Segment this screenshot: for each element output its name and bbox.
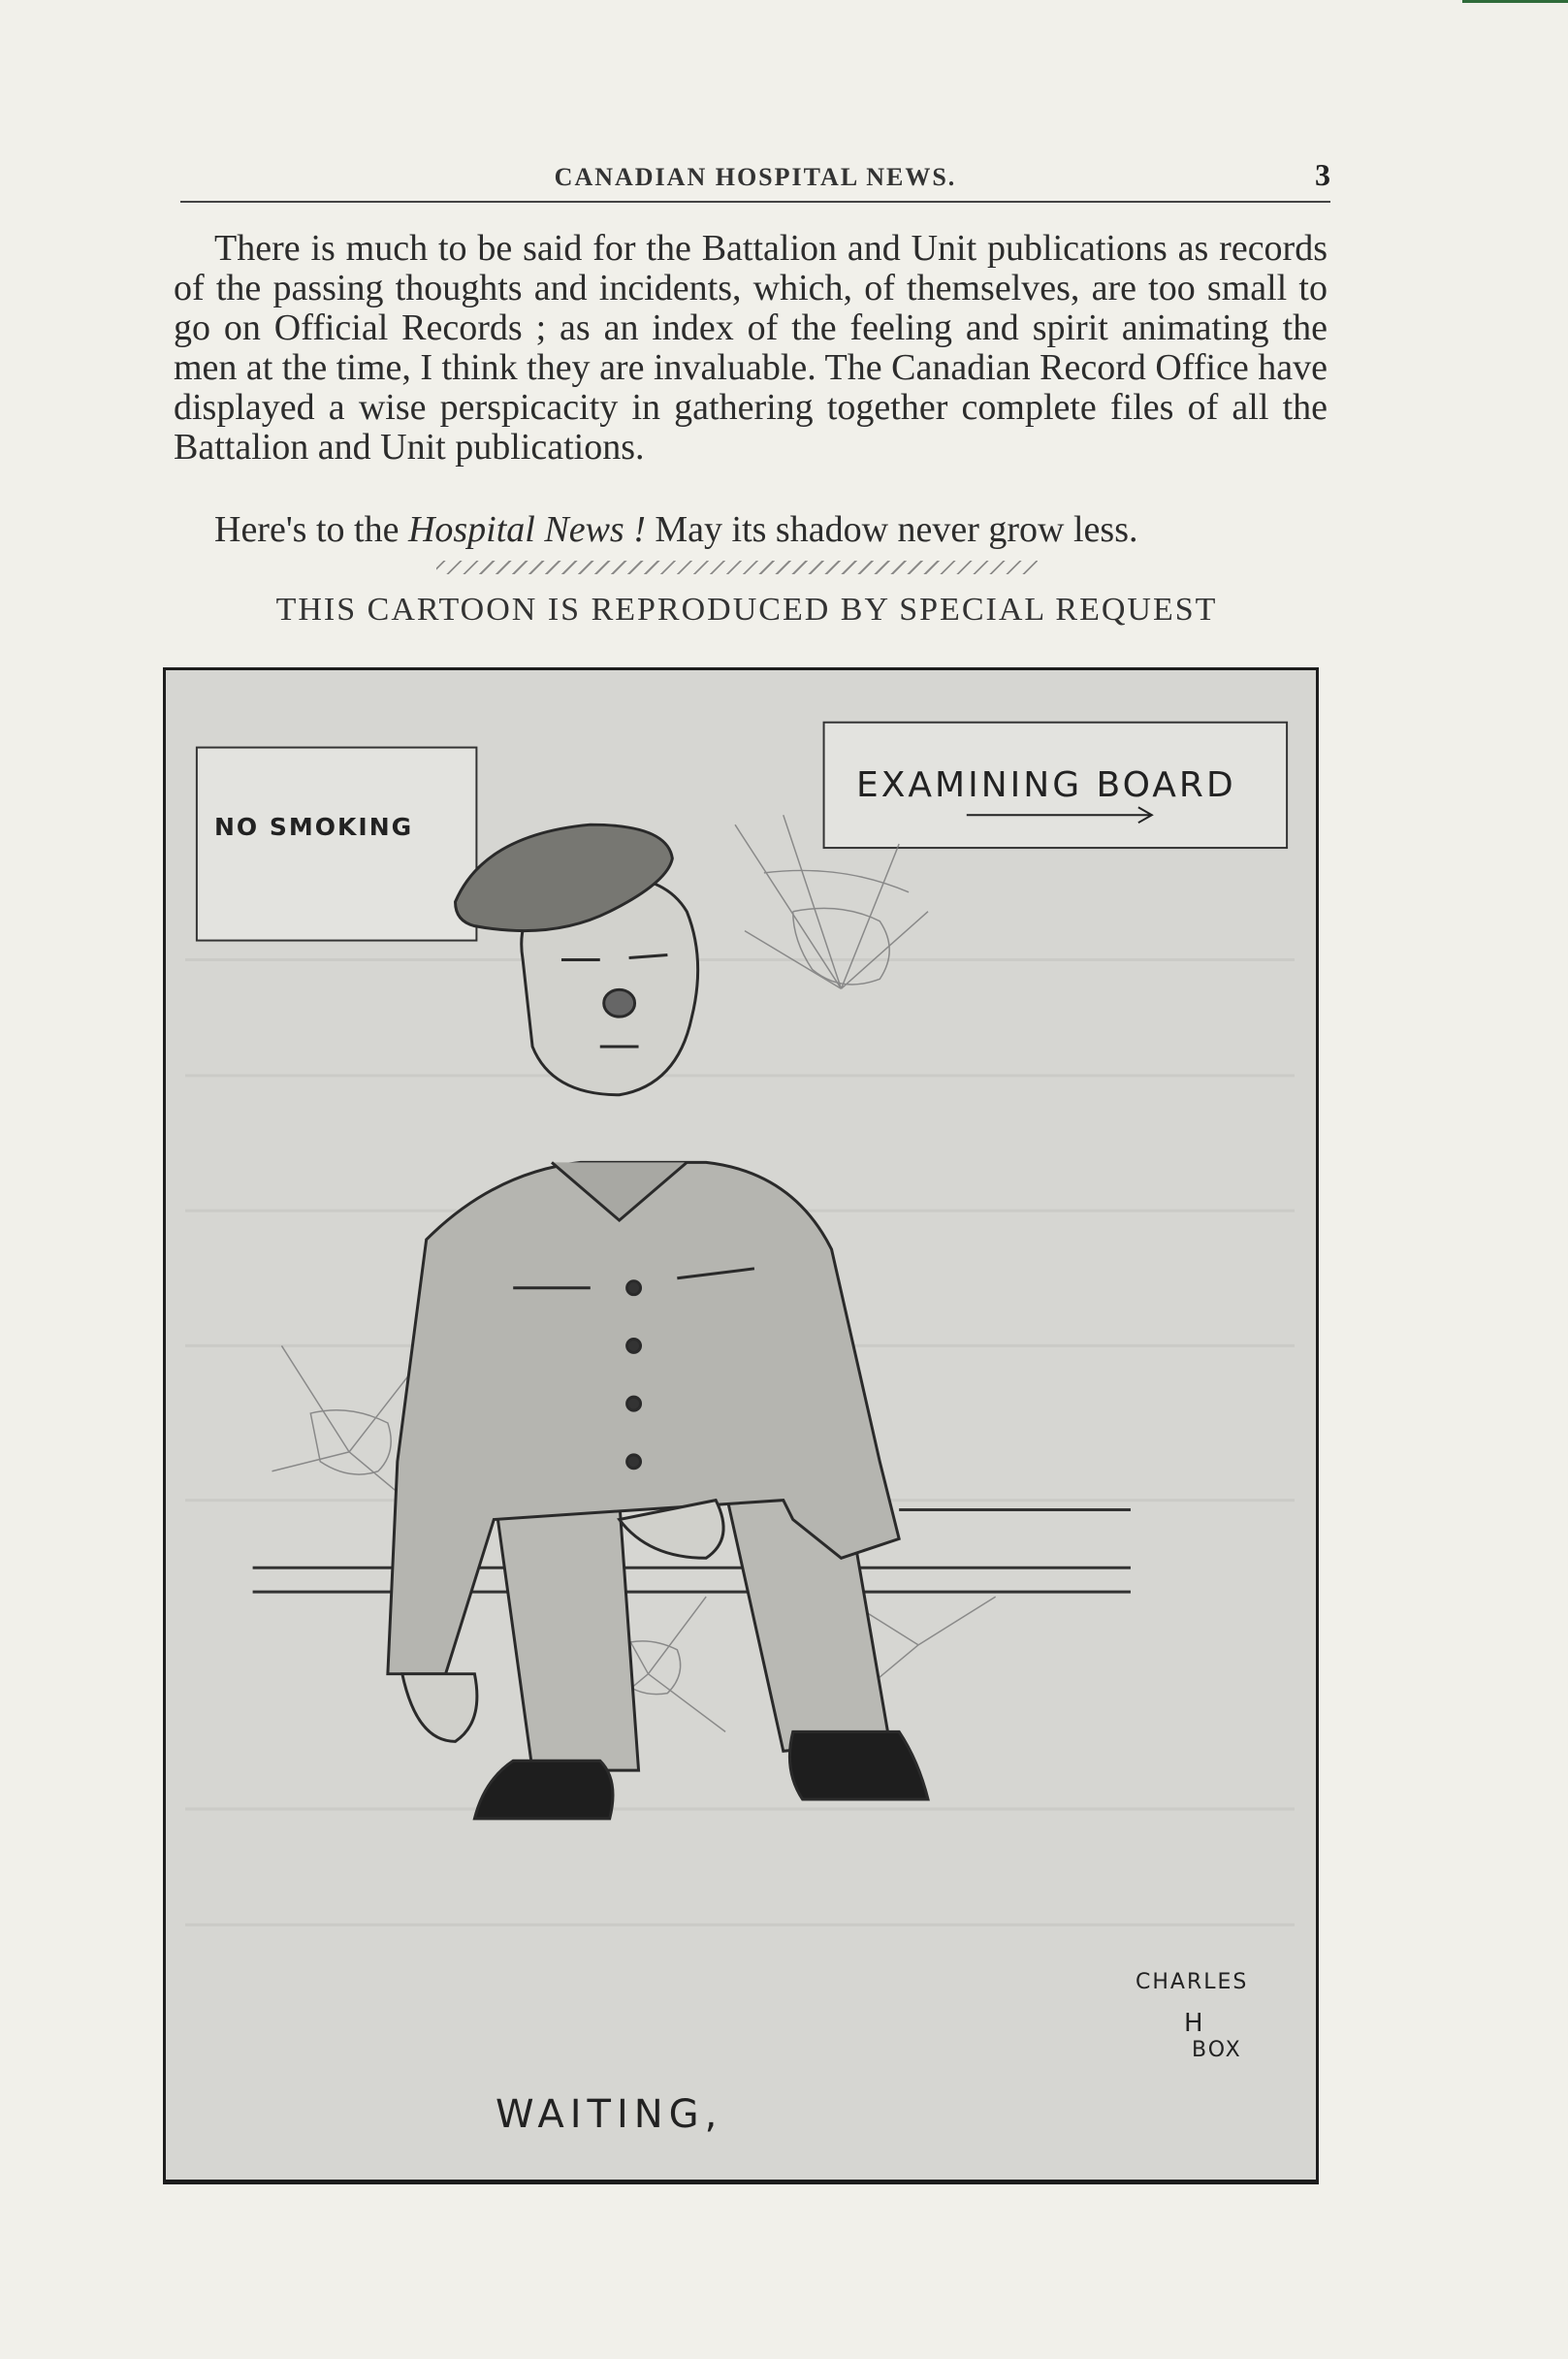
publication-title: CANADIAN HOSPITAL NEWS. [554,163,957,191]
top-edge-rule [1462,0,1568,3]
page-number: 3 [1315,157,1330,192]
body-paragraph: There is much to be said for the Battalion and Unit publications as records of the passing thoughts and incidents, which, of themselves, are too small to go on Official Records ; as an index of the feeling and spirit animating the men at the time, I think they are invaluable. The Canadian Record Office have displayed a wise perspicacity in gathering together complete files of all the Battalion and Unit publications. [174,228,1328,468]
artist-signature-surname: BOX [1192,2038,1242,2062]
no-smoking-sign [197,748,477,941]
body-text [174,229,1328,468]
running-header [180,153,1330,202]
examining-board-sign-text: EXAMINING BOARD [856,765,1236,805]
cartoon-title: WAITING, [496,2092,723,2137]
artist-signature-initial: H [1184,2009,1203,2038]
decorative-zigzag-divider [436,561,1038,574]
header-rule [180,201,1330,203]
closing-line [214,508,1138,551]
cartoon-illustration [163,667,1319,2184]
closing-prefix: Here's to the [214,509,408,550]
cartoon-heading: THIS CARTOON IS REPRODUCED BY SPECIAL REQUEST [275,592,1218,628]
artist-signature-first-name: CHARLES [1136,1970,1249,1994]
closing-suffix: May its shadow never grow less. [645,509,1138,550]
cartoon-drawing [166,670,1316,2180]
no-smoking-sign-text: NO SMOKING [214,813,414,841]
closing-italic-title: Hospital News ! [407,509,646,550]
